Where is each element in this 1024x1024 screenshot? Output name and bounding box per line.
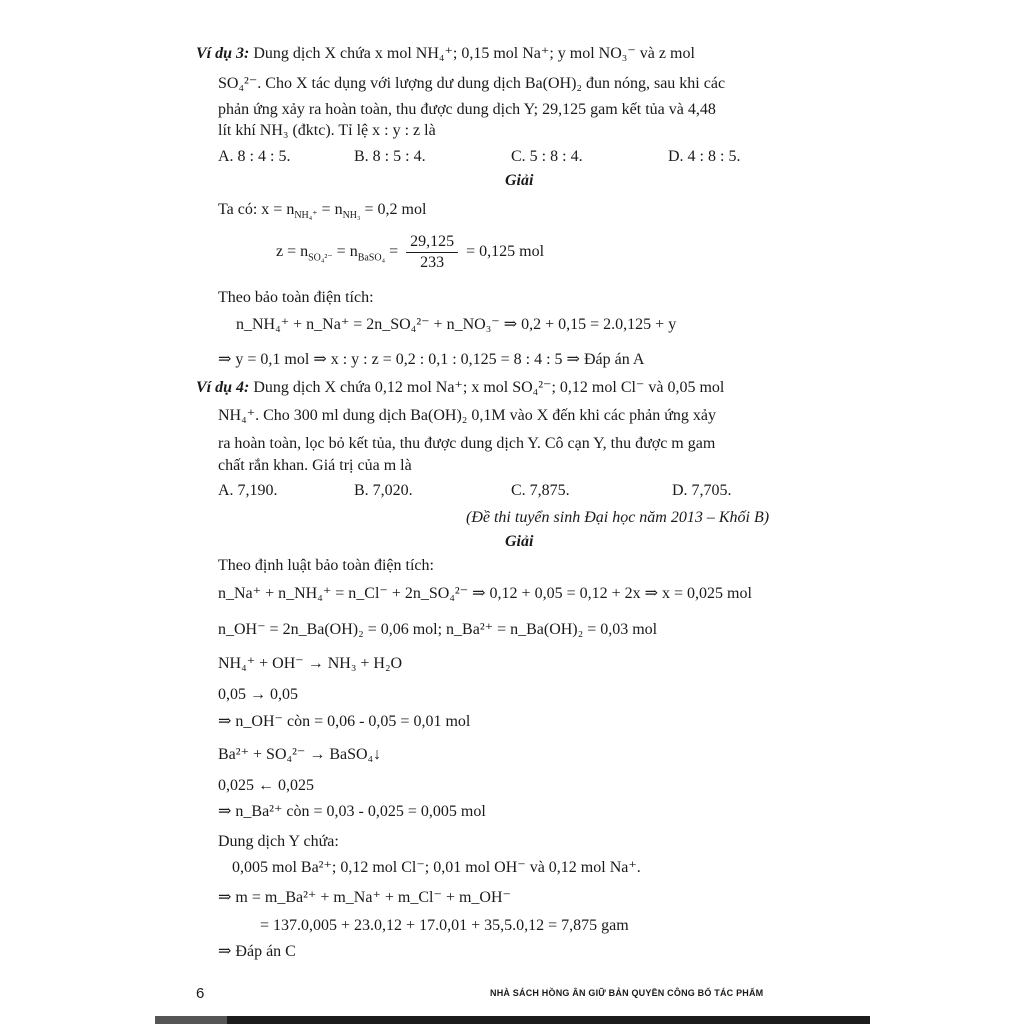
bottom-edge-bar	[155, 1016, 870, 1024]
ex4-step-2: n_Na⁺ + n_NH₄⁺ = n_Cl⁻ + 2n_SO₄²⁻ ⇒ 0,12 + 0,05 = 0,12 + 2x ⇒ x = 0,025 mol	[218, 585, 752, 602]
ex3-step-3: Theo bảo toàn điện tích:	[218, 289, 374, 306]
ex4-step-13: = 137.0,005 + 23.0,12 + 17.0,01 + 35,5.0,12 = 7,875 gam	[260, 917, 629, 934]
ex3-line-3: phản ứng xảy ra hoàn toàn, thu được dung dịch Y; 29,125 gam kết tủa và 4,48	[218, 101, 716, 118]
ex3-option-d: D. 4 : 8 : 5.	[668, 148, 741, 165]
ex4-step-7: Ba²⁺ + SO₄²⁻ → BaSO₄↓	[218, 746, 382, 763]
ex3-step-2: $z = n_{SO_4^{2-}} = n_{BaSO_4}$ = $\frac{29,125}{233}$ = 0,125 mol	[276, 233, 545, 271]
ex4-option-b: B. 7,020.	[354, 482, 413, 499]
ex3-label: Ví dụ 3:	[196, 45, 250, 62]
ex4-source: (Đề thi tuyển sinh Đại học năm 2013 – Khối B)	[466, 509, 770, 526]
ex4-step-5: 0,05 → 0,05	[218, 686, 298, 703]
ex4-option-d: D. 7,705.	[672, 482, 732, 499]
ex3-step-5: ⇒ y = 0,1 mol ⇒ x : y : z = 0,2 : 0,1 : 0,125 = 8 : 4 : 5 ⇒ Đáp án A	[218, 351, 645, 368]
bottom-edge-bar-left	[155, 1016, 227, 1024]
ex4-solution-heading: Giải	[505, 533, 534, 550]
ex4-option-c: C. 7,875.	[511, 482, 570, 499]
ex4-step-11: 0,005 mol Ba²⁺; 0,12 mol Cl⁻; 0,01 mol OH⁻ và 0,12 mol Na⁺.	[232, 859, 641, 876]
page-number: 6	[196, 985, 205, 1002]
ex3-line-1	[196, 44, 695, 64]
ex3-option-b: B. 8 : 5 : 4.	[354, 148, 426, 165]
ex4-step-3: n_OH⁻ = 2n_Ba(OH)₂ = 0,06 mol; n_Ba²⁺ = n_Ba(OH)₂ = 0,03 mol	[218, 621, 658, 638]
ex4-step-14: ⇒ Đáp án C	[218, 943, 296, 960]
ex4-line-2: NH₄⁺. Cho 300 ml dung dịch Ba(OH)₂ 0,1M vào X đến khi các phản ứng xảy	[218, 407, 716, 424]
ex4-step-10: Dung dịch Y chứa:	[218, 833, 339, 850]
ex4-line-1	[196, 378, 724, 398]
ex3-text-1: Dung dịch X chứa x mol NH₄⁺; 0,15 mol Na⁺; y mol NO₃⁻ và z mol	[253, 45, 695, 62]
ex4-step-4: NH₄⁺ + OH⁻ → NH₃ + H₂O	[218, 655, 403, 672]
ex3-step-4: n_NH₄⁺ + n_Na⁺ = 2n_SO₄²⁻ + n_NO₃⁻ ⇒ 0,2 + 0,15 = 2.0,125 + y	[236, 316, 677, 333]
ex4-step-8: 0,025 ← 0,025	[218, 777, 314, 794]
ex4-step-6: ⇒ n_OH⁻ còn = 0,06 - 0,05 = 0,01 mol	[218, 713, 471, 730]
ex4-option-a: A. 7,190.	[218, 482, 278, 499]
ex3-fraction	[406, 232, 458, 273]
ex4-step-1: Theo định luật bảo toàn điện tích:	[218, 557, 434, 574]
ex3-step-1: Ta có: $x = n_{NH_4^+} = n_{NH_3} = 0,2$ mol	[218, 201, 427, 222]
ex4-text-1: Dung dịch X chứa 0,12 mol Na⁺; x mol SO₄²⁻; 0,12 mol Cl⁻ và 0,05 mol	[253, 379, 725, 396]
ex3-option-c: C. 5 : 8 : 4.	[511, 148, 583, 165]
ex4-line-4: chất rắn khan. Giá trị của m là	[218, 457, 412, 474]
ex3-solution-heading: Giải	[505, 172, 534, 189]
ex4-step-9: ⇒ n_Ba²⁺ còn = 0,03 - 0,025 = 0,005 mol	[218, 803, 486, 820]
ex3-fraction-numerator: 29,125	[406, 232, 458, 253]
ex4-step-12: ⇒ m = m_Ba²⁺ + m_Na⁺ + m_Cl⁻ + m_OH⁻	[218, 889, 511, 906]
ex3-line-4: lít khí NH₃ (đktc). Tỉ lệ x : y : z là	[218, 122, 436, 139]
ex4-label: Ví dụ 4:	[196, 379, 250, 396]
ex3-fraction-denominator: 233	[420, 254, 445, 271]
footer-copyright: NHÀ SÁCH HỒNG ÂN GIỮ BẢN QUYỀN CÔNG BỐ TÁC PHẨM	[490, 988, 764, 998]
ex3-option-a: A. 8 : 4 : 5.	[218, 148, 291, 165]
ex3-line-2: SO₄²⁻. Cho X tác dụng với lượng dư dung dịch Ba(OH)₂ đun nóng, sau khi các	[218, 75, 726, 92]
ex4-line-3: ra hoàn toàn, lọc bỏ kết tủa, thu được dung dịch Y. Cô cạn Y, thu được m gam	[218, 435, 716, 452]
